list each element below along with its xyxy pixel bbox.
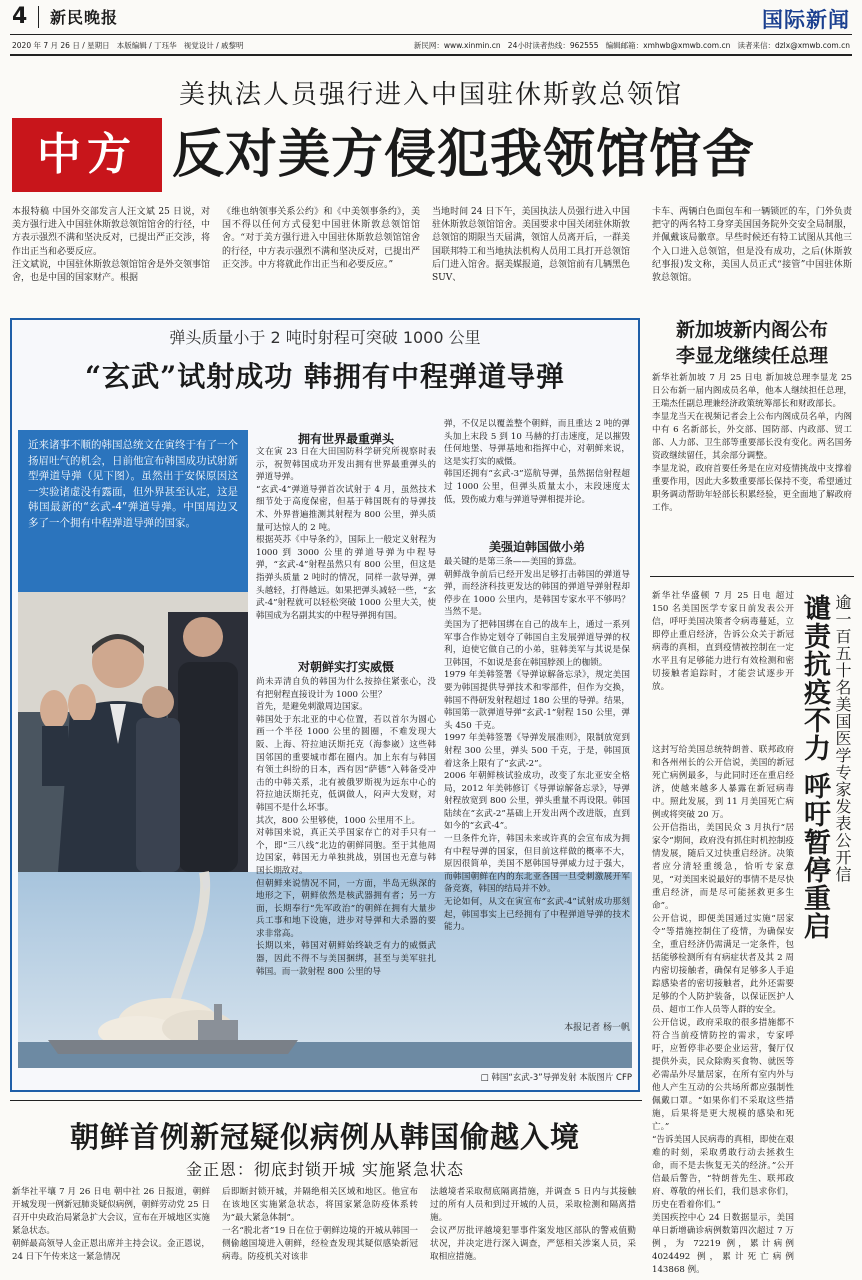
lead-kicker: 美执法人员强行进入中国驻休斯敦总领馆 xyxy=(178,80,683,110)
missile-col-1-b: 尚未弄清自负的韩国为什么按捺住紧张心，没有把射程直接设计为 1000 公里？ 首先，是避免刺激周边国家。 韩国处于东北亚的中心位置，若以首尔为圆心画一个半径 1000 公里的圆圈，不难发现大阪、上海、符拉迪沃斯托克（海参崴）这些韩国邻国的重要城市都在圈内。加上东有与韩国有领土纠纷的日本，西有因“萨德”入韩备受冲击的中韩关系，北有被俄罗斯视为远东中心的符拉迪沃斯托克，低调做人，闷声大发财，对韩国不是什么坏事。 其次，800 公里够使，1000 公里用不上。 对韩国来说，真正关乎国家存亡的对手只有一个，即“三八线”北边的朝鲜同胞。至于其他周边国家，韩国无力单独挑战，别国也无意与韩国长期敌对。 但朝鲜来说情况不同，一方面，半岛无纵深的地形之下，朝鲜依然是核武器拥有者；另一方面，长期奉行“先军政治”的朝鲜在拥有大量步兵工事和地下设施，进步对导弹和大杀器的要求非常高。 长期以来，韩国对朝鲜始终缺乏有力的威慑武器，因此不得不与美国捆绑，甚至与美军驻扎韩国。而一款射程 800 公里的导 xyxy=(256,677,436,977)
singapore-headline-1: 新加坡新内阁公布 xyxy=(675,319,828,341)
lead-headline: 反对美方侵犯我领馆馆舍 xyxy=(172,124,756,185)
dprk-headline: 朝鲜首例新冠疑似病例从韩国偷越入境 xyxy=(69,1120,580,1154)
lead-badge-text: 中方 xyxy=(37,129,137,180)
dprk-col-3: 法越境者采取彻底隔离措施，并调查 5 日内与其接触过的所有人员和到过开城的人员，采取检测和隔离措施。 会议严厉批评越境犯罪事件案发地区部队的警戒值勤状况，并决定进行深入调查，严惩相关涉案人员，采取相应措施。 xyxy=(430,1187,636,1262)
lead-col-3: 当地时间 24 日下午，美国执法人员强行进入中国驻休斯敦总领馆馆舍。美国要求中国关闭驻休斯敦总领馆的期限当天届满，领馆人员离开后，一群美国联邦特工和当地执法机构人员用工具打开总领馆后门进入馆舍。据美媒报道，总领馆前有几辆黑色 SUV、 xyxy=(432,207,631,284)
missile-col-2-a: 弹，不仅足以覆盖整个朝鲜，而且重达 2 吨的弹头加上末段 5 到 10 马赫的打击速度，足以摧毁任何地堡、导弹基地和指挥中心，对朝鲜来说，这是实打实的威慑。 韩国还拥有“玄武-3”巡航导弹，虽然据信射程超过 1000 公里，但弹头质量太小，末段速度太低，毁伤威力难与弹道导弹相提并论。 xyxy=(444,419,630,505)
section-title: 国际新闻 xyxy=(762,7,850,32)
missile-headline: “玄武”试射成功 韩拥有中程弹道导弹 xyxy=(85,360,565,393)
photo-caption: □ 韩国“玄武-3”导弹发射 本版图片 CFP xyxy=(480,1073,632,1083)
dprk-subheadline: 金正恩：彻底封锁开城 实施紧急状态 xyxy=(185,1160,465,1179)
missile-sub-2: 对朝鲜实打实威慑 xyxy=(297,660,394,674)
missile-sub-3: 美强迫韩国做小弟 xyxy=(488,540,585,554)
us-covid-vertical-headline-1: 逾一百五十名美国医学专家发表公开信 xyxy=(833,594,852,883)
masthead-divider xyxy=(38,6,39,28)
us-covid-body: 这封写给美国总统特朗普、联邦政府和各州州长的公开信说，美国的新冠死亡病例最多，与此同时还在重启经济，使越来越多人暴露在新冠病毒中。照此发展，到 11 月美国死亡病例或将突破 20 万。 公开信指出，美国民众 3 月执行“居家令”期间，政府没有抓住时机控制疫情发展，随后又过快重启经济。决策者应分清轻重缓急，恰听专家意见，“对美国来说最好的事情不是尽快重启经济，而是尽可能拯救更多生命”。 公开信说，即便美国通过实施“居家令”等措施控制住了疫情，为确保安全，重启经济仍需满足一定条件，包括能够检测所有有病症状者及其 2 周内密切接触者，确保有足够多人手追踪感染者的密切接触者，此外还需要足够的个人防护装备，以保证医护人员、超市工作人员等人群的安全。 公开信说，政府采取的很多措施都不符合当前疫情防控的需求，专家呼吁，应暂停非必要企业运营，餐厅仅提供外卖，民众除购买食物、就医等必需品外尽量居家，在所有室内外与他人产生互动的公共场所都应强制性佩戴口罩。“如果你们不采取这些措施，后果将是更大规模的感染和死亡。” “告诉美国人民病毒的真相，即使在艰难的时刻，采取勇敢行动去拯救生命，而不是去恢复无关的经济。”公开信最后警告，“特朗普先生、联邦政府、尊敬的州长们，我们恳求你们，历史在看着你们。” 美国疾控中心 24 日数据显示，美国单日新增确诊病例数第四次超过 7 万例，为 72219 例，累计病例 4024492 例，累计死亡病例 143868 例。 xyxy=(652,745,794,1275)
lead-col-2: 《维也纳领事关系公约》和《中美领事条约》，美国不得以任何方式侵犯中国驻休斯敦总领馆馆舍。“对于美方强行进入中国驻休斯敦总领馆馆舍的行径，中方表示强烈不满和坚决反对，已提出严正交涉。中方将就此作出正当和必要反应。” xyxy=(222,207,421,270)
meta-rule xyxy=(10,54,852,56)
missile-kicker: 弹头质量小于 2 吨时射程可突破 1000 公里 xyxy=(169,328,481,347)
lead-col-4: 卡车、两辆白色面包车和一辆锁匠的车，门外负责把守的两名特工身穿美国国务院外交安全局制服，并佩戴该局徽章。早些时候还有特工试图从其他三个入口进入总领馆，但是没有成功，之后(休斯敦纪事报)发文称，美国人员正式“接管”中国驻休斯敦总领馆。 xyxy=(652,207,852,284)
contact-line: 新民网：www.xinmin.cn 24小时读者热线：962555 编辑邮箱：xmhwb@xmwb.com.cn 读者来信：dzlx@xmwb.com.cn xyxy=(413,41,850,50)
leader-photo xyxy=(18,592,248,872)
us-covid-vertical-headline-2: 谴责抗疫不力 呼吁暂停重启 xyxy=(799,594,830,941)
missile-sub-1: 拥有世界最重弹头 xyxy=(297,432,394,446)
singapore-rule xyxy=(650,576,854,577)
missile-intro-text: 近来诸事不顺的韩国总统文在寅终于有了一个扬眉吐气的机会，日前他宣布韩国成功试射新型弹道导弹（见下图）。虽然出于安保原因这一实验诸虚没有露面，但外界甚至认定，这是韩国最新的“玄武-4”弹道导弹。中国周边又多了一个拥有中程弹道导弹的国家。 xyxy=(28,439,238,529)
page-number: 4 xyxy=(12,4,28,29)
dprk-col-1: 新华社平壤 7 月 26 日电 朝中社 26 日报道，朝鲜开城发现一例新冠肺炎疑似病例，朝鲜劳动党 25 日召开中央政治局紧急扩大会议，宣布在开城地区实施紧急状态。 朝鲜最高领导人金正恩出席并主持会议。金正恩说，24 日下午传来这一紧急情况 xyxy=(12,1187,210,1262)
missile-col-2-b: 最关键的是第三条——美国的算盘。 朝鲜战争前后已经开发出足够打击韩国的弹道导弹，而经济科技更发达的韩国的弹道导弹射程却停步在 1000 公里内，是韩国专家水平不够吗？当然不是。 美国为了把韩国绑在自己的战车上，通过一系列军事合作协定划夺了韩国自主发展弹道导弹的权利，迫使它做自己的小弟，驻韩美军与其说是保卫韩国，不如说是套在韩国脖颈上的枷锁。 1979 年美韩签署《导弹谅解备忘录》，规定美国要为韩国提供导弹技术和零部件，但作为交换，韩国不得研发射程超过 180 公里的导弹。结果，韩国第一款弹道导弹“玄武-1”射程 150 公里，弹头 450 千克。 1997 年美韩签署《导弹发展准则》，限制放宽到射程 300 公里，弹头 500 千克，于是，韩国顶着这条上限有了“玄武-2”。 2006 年朝鲜核试验成功，改变了东北亚安全格局，2012 年美韩修订《导弹谅解备忘录》，导弹射程放宽到 800 公里，弹头重量不再设限。韩国陆续在“玄武-2”基础上开发出两个改进版，直到如今的“玄武-4”。 一旦条件允许，韩国未来或许真的会宣布成为拥有中程导弹的国家，但目前这样做的概率不大，原因很简单，美国不愿韩国导弹威力过于强大，而韩国朝鲜在内的东北亚各国一旦受刺激展开军备竞赛，韩国的结局并不妙。 无论如何，从文在寅宣布“玄武-4”试射成功那刻起，韩国事实上已经拥有了中程弹道导弹的技术能力。 xyxy=(444,557,630,933)
missile-col-1-a: 文在寅 23 日在大田国防科学研究所视察时表示，祝贺韩国成功开发出拥有世界最重弹头的弹道导弹。 “玄武-4”弹道导弹首次试射于 4 月，虽然技术细节处于高度保密，但基于韩国既有的导弹技术、外界普遍推测其射程为 800 公里，弹头质量可达惊人的 2 吨。 根据英苏《中导条约》，国际上一般定义射程为 1000 到 3000 公里的弹道导弹为中程导弹，“玄武-4”射程虽然只有 800 公里，但这是指弹头质量 2 吨时的情况，同样一款导弹，弹头越轻，打得越远。如果把弹头减轻一些，“玄武-4”射程就可以轻松突破 1000 公里大关，使韩国成为名副其实的中程导弹拥有国。 xyxy=(256,447,436,621)
singapore-headline-2: 李显龙继续任总理 xyxy=(675,345,828,367)
dprk-rule xyxy=(10,1100,642,1101)
paper-name: 新民晚报 xyxy=(50,8,119,27)
leader-photo-image xyxy=(18,592,248,872)
us-covid-lead: 新华社华盛顿 7 月 25 日电 超过 150 名美国医学专家日前发表公开信，呼吁美国决策者令病毒蔓延，立即停止重启经济，告诉公众关于新冠病毒的真相，直到疫情被控制在一定水平且有足够能力进行有效检测和密切接触者追踪时，才能尝试逐步开放。 xyxy=(652,591,794,692)
singapore-body: 新华社新加坡 7 月 25 日电 新加坡总理李显龙 25 日公布新一届内阁成员名单，他本人继续担任总理，王瑞杰任副总理兼经济政策统筹部长和财政部长。 李显龙当天在视频记者会上公布内阁成员名单，内阁中有 6 名新部长，外交部、国防部、内政部、贸工部、人力部、卫生部等重要部长没有变化。两名国务资政继续留任，其余部分调整。 李显龙说，政府首要任务是在应对疫情挑战中支撑着重要作用，因此大多数重要部长保持不变，希望通过职务调动帮助年轻部长积累经验，更全面地了解政府工作。 xyxy=(652,373,852,513)
edition-meta: 2020 年 7 月 26 日 / 星期日 本版编辑 / 丁珏华 视觉设计 / 戚黎明 xyxy=(12,41,244,50)
masthead-rule xyxy=(10,34,852,35)
us-covid-body-continued xyxy=(652,1024,852,1272)
lead-col-1: 本报特稿 中国外交部发言人汪文斌 25 日说，对美方强行进入中国驻休斯敦总领馆馆舍的行径，中方表示强烈不满和坚决反对，已提出严正交涉，将作出正当和必要反应。 汪文斌说，中国驻休斯敦总领馆馆舍是外交领事馆舍，也是中国的国家财产。根据 xyxy=(12,207,211,284)
dprk-col-2: 后即断封锁开城，并隔绝相关区域和地区。他宣布在该地区实施紧急状态，将国家紧急防疫体系转为“最大紧急体制”。 一名“脱北者”19 日在位于朝鲜边境的开城从韩国一侧偷越国境进入朝鲜，经检查发现其疑似感染新冠病毒。防疫机关对该非 xyxy=(222,1187,418,1262)
missile-byline: 本报记者 杨一帆 xyxy=(564,1023,630,1033)
